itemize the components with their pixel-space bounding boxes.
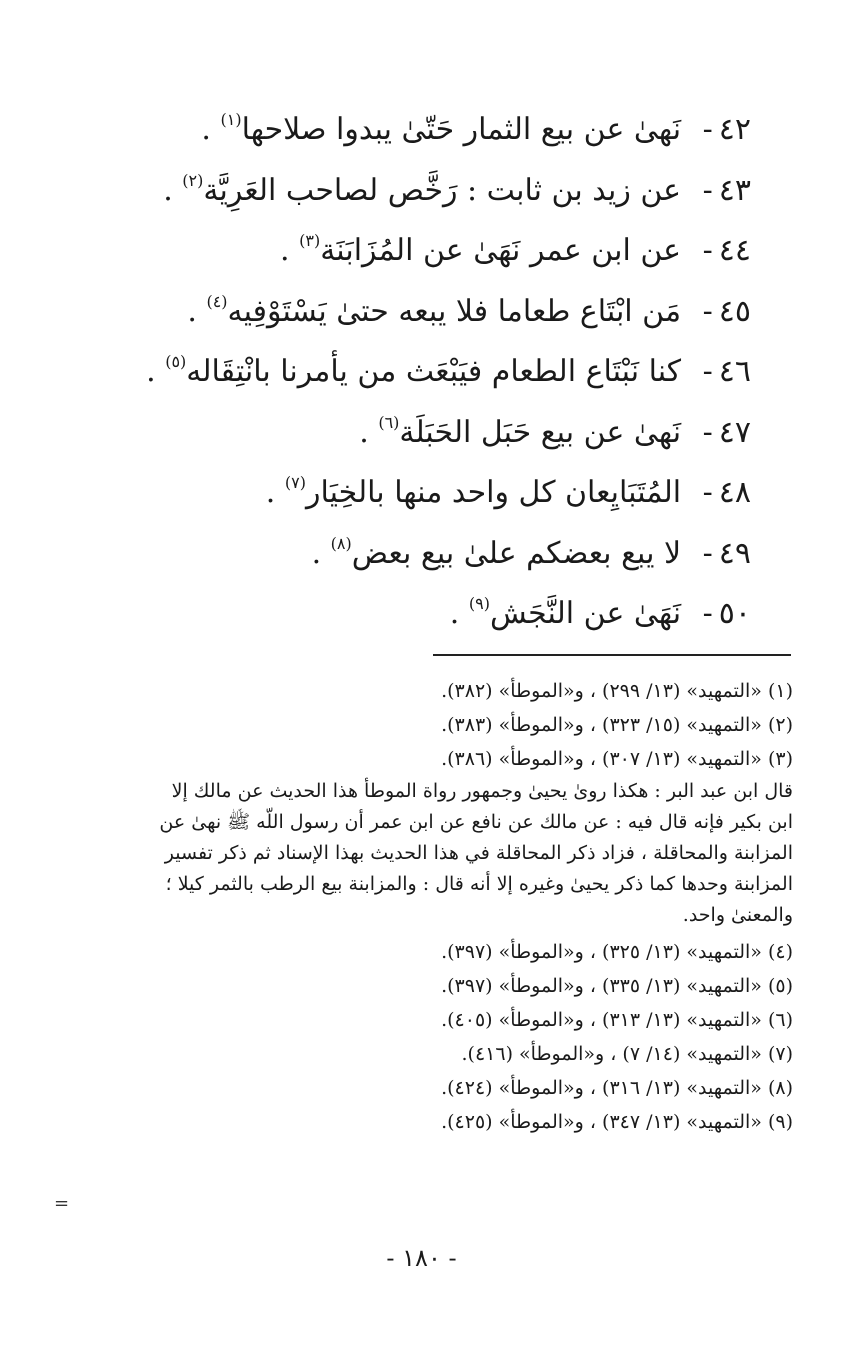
footnote-7: [43, 1037, 793, 1071]
commentary-line: والمعنىٰ واحد.: [682, 904, 793, 926]
hadith-end: .: [201, 112, 211, 147]
footnote-number: (٥): [767, 975, 793, 997]
footnote-number: (٤): [767, 941, 793, 963]
hadith-text: نَهَىٰ عن النَّجَش: [489, 596, 682, 631]
footnote-ref: (٢): [182, 170, 204, 190]
hadith-number: ٤٥: [718, 293, 751, 329]
hadith-text: عن ابن عمر نَهَىٰ عن المُزَابَنَة: [320, 233, 682, 268]
hadith-item-47: ٤٧- نَهىٰ عن بيع حَبَل الحَبَلَة$^{(٦)}$ .: [111, 403, 751, 464]
hadith-end: .: [449, 596, 460, 631]
footnote-3-commentary: [43, 776, 793, 931]
hadith-end: .: [187, 293, 197, 329]
hadith-text: عن زيد بن ثابت : رَخَّص لصاحب العَرِيَّة: [203, 172, 682, 208]
footnote-number: (٨): [767, 1077, 793, 1099]
commentary-line: ابن بكير فإنه قال فيه : عن مالك عن نافع عن ابن عمر أن رسول اللّه ﷺ نهىٰ عن: [159, 811, 793, 833]
margin-continuation-mark: =: [54, 1193, 70, 1214]
hadith-item-48: ٤٨- المُتَبَايِعان كل واحد منها بالخِيَار$^{(٧)}$ .: [111, 463, 751, 524]
footnote-number: (٢): [767, 714, 793, 736]
footnote-number: (٩): [767, 1111, 793, 1133]
footnote-ref: (٣): [299, 231, 321, 250]
hadith-text: كنا نَبْتَاع الطعام فيَبْعَث من يأمرنا بانْتِقَاله: [186, 354, 682, 389]
footnote-number: (٣): [767, 748, 793, 770]
hadith-item-49: ٤٩- لا يبع بعضكم علىٰ بيع بعض$^{(٨)}$ .: [111, 524, 751, 585]
footnote-2: [43, 708, 793, 742]
footnote-ref: (٦): [378, 412, 400, 432]
footnote-number: (١): [767, 680, 793, 702]
hadith-item-44: ٤٤- عن ابن عمر نَهَىٰ عن المُزَابَنَة$^{(٣)}$ .: [111, 221, 751, 282]
footnote-8: [43, 1071, 793, 1105]
footnote-text: «التمهيد» (١٣/ ٣٢٥) ، و«الموطأ» (٣٩٧).: [441, 941, 762, 963]
hadith-end: .: [280, 233, 290, 268]
footnote-text: «التمهيد» (١٣/ ٣١٦) ، و«الموطأ» (٤٢٤).: [441, 1077, 762, 1099]
hadith-number: ٤٣: [718, 172, 751, 208]
footnote-6: [43, 1003, 793, 1037]
hadith-item-45: ٤٥- مَن ابْتَاع طعاما فلا يبعه حتىٰ يَسْتَوْفِيه$^{(٤)}$ .: [111, 282, 751, 343]
footnote-3: [43, 742, 793, 776]
hadith-number: ٤٩: [718, 535, 751, 571]
hadith-number: ٤٨: [718, 475, 751, 510]
page-number: - ١٨٠ -: [386, 1244, 457, 1272]
footnote-text: «التمهيد» (١٣/ ٣١٣) ، و«الموطأ» (٤٠٥).: [441, 1009, 762, 1031]
footnote-ref: (٩): [468, 594, 490, 613]
hadith-item-50: ٥٠- نَهَىٰ عن النَّجَش$^{(٩)}$ .: [111, 584, 751, 645]
hadith-text: نَهىٰ عن بيع حَبَل الحَبَلَة: [399, 414, 682, 450]
hadith-number: ٥٠: [718, 596, 751, 631]
footnote-text: «التمهيد» (١٥/ ٣٢٣) ، و«الموطأ» (٣٨٣).: [441, 714, 762, 736]
footnote-9: [43, 1105, 793, 1139]
footnote-number: (٦): [767, 1009, 793, 1031]
footnote-divider: [433, 654, 791, 656]
hadith-end: .: [311, 535, 322, 571]
footnote-ref: (٨): [330, 533, 352, 553]
footnote-text: «التمهيد» (١٣/ ٣٤٧) ، و«الموطأ» (٤٢٥).: [441, 1111, 762, 1133]
hadith-end: .: [359, 414, 369, 450]
hadith-text: لا يبع بعضكم علىٰ بيع بعض: [351, 535, 682, 571]
hadith-number: ٤٢: [718, 112, 751, 147]
hadith-number: ٤٦: [718, 354, 751, 389]
hadith-text: مَن ابْتَاع طعاما فلا يبعه حتىٰ يَسْتَوْفِيه: [227, 293, 682, 329]
footnote-1: [43, 674, 793, 708]
footnote-text: «التمهيد» (١٣/ ٢٩٩) ، و«الموطأ» (٣٨٢).: [441, 680, 762, 702]
hadith-end: .: [146, 354, 156, 389]
footnote-ref: (٤): [206, 291, 228, 311]
hadith-end: .: [265, 475, 276, 510]
hadith-item-43: ٤٣- عن زيد بن ثابت : رَخَّص لصاحب العَرِيَّة$^{(٢)}$ .: [111, 161, 751, 222]
hadith-list: [111, 100, 751, 645]
footnote-text: «التمهيد» (١٣/ ٣٠٧) ، و«الموطأ» (٣٨٦).: [441, 748, 762, 770]
footnote-text: «التمهيد» (١٤/ ٧) ، و«الموطأ» (٤١٦).: [461, 1043, 762, 1065]
footnote-ref: (٥): [165, 352, 187, 371]
footnotes: [43, 674, 793, 1139]
footnote-ref: (٧): [284, 473, 306, 492]
hadith-end: .: [163, 172, 173, 208]
hadith-text: نَهىٰ عن بيع الثمار حَتّىٰ يبدوا صلاحها: [241, 112, 682, 147]
footnote-number: (٧): [767, 1043, 793, 1065]
footnote-ref: (١): [220, 110, 242, 129]
footnote-4: [43, 935, 793, 969]
hadith-text: المُتَبَايِعان كل واحد منها بالخِيَار: [305, 475, 682, 510]
commentary-line: المزابنة وحدها كما ذكر يحيىٰ وغيره إلا أنه قال : والمزابنة بيع الرطب بالثمر كيلا ؛: [165, 873, 793, 895]
hadith-item-46: ٤٦- كنا نَبْتَاع الطعام فيَبْعَث من يأمرنا بانْتِقَاله$^{(٥)}$ .: [111, 342, 751, 403]
hadith-item-42: ٤٢- نَهىٰ عن بيع الثمار حَتّىٰ يبدوا صلاحها$^{(١)}$ .: [111, 100, 751, 161]
hadith-number: ٤٧: [718, 414, 751, 450]
footnote-text: «التمهيد» (١٣/ ٣٣٥) ، و«الموطأ» (٣٩٧).: [441, 975, 762, 997]
hadith-number: ٤٤: [718, 233, 751, 268]
commentary-line: المزابنة والمحاقلة ، فزاد ذكر المحاقلة في هذا الحديث بهذا الإسناد ثم ذكر تفسير: [164, 842, 793, 864]
footnote-5: [43, 969, 793, 1003]
commentary-line: قال ابن عبد البر : هكذا روىٰ يحيىٰ وجمهور رواة الموطأ هذا الحديث عن مالك إلا: [171, 780, 793, 802]
